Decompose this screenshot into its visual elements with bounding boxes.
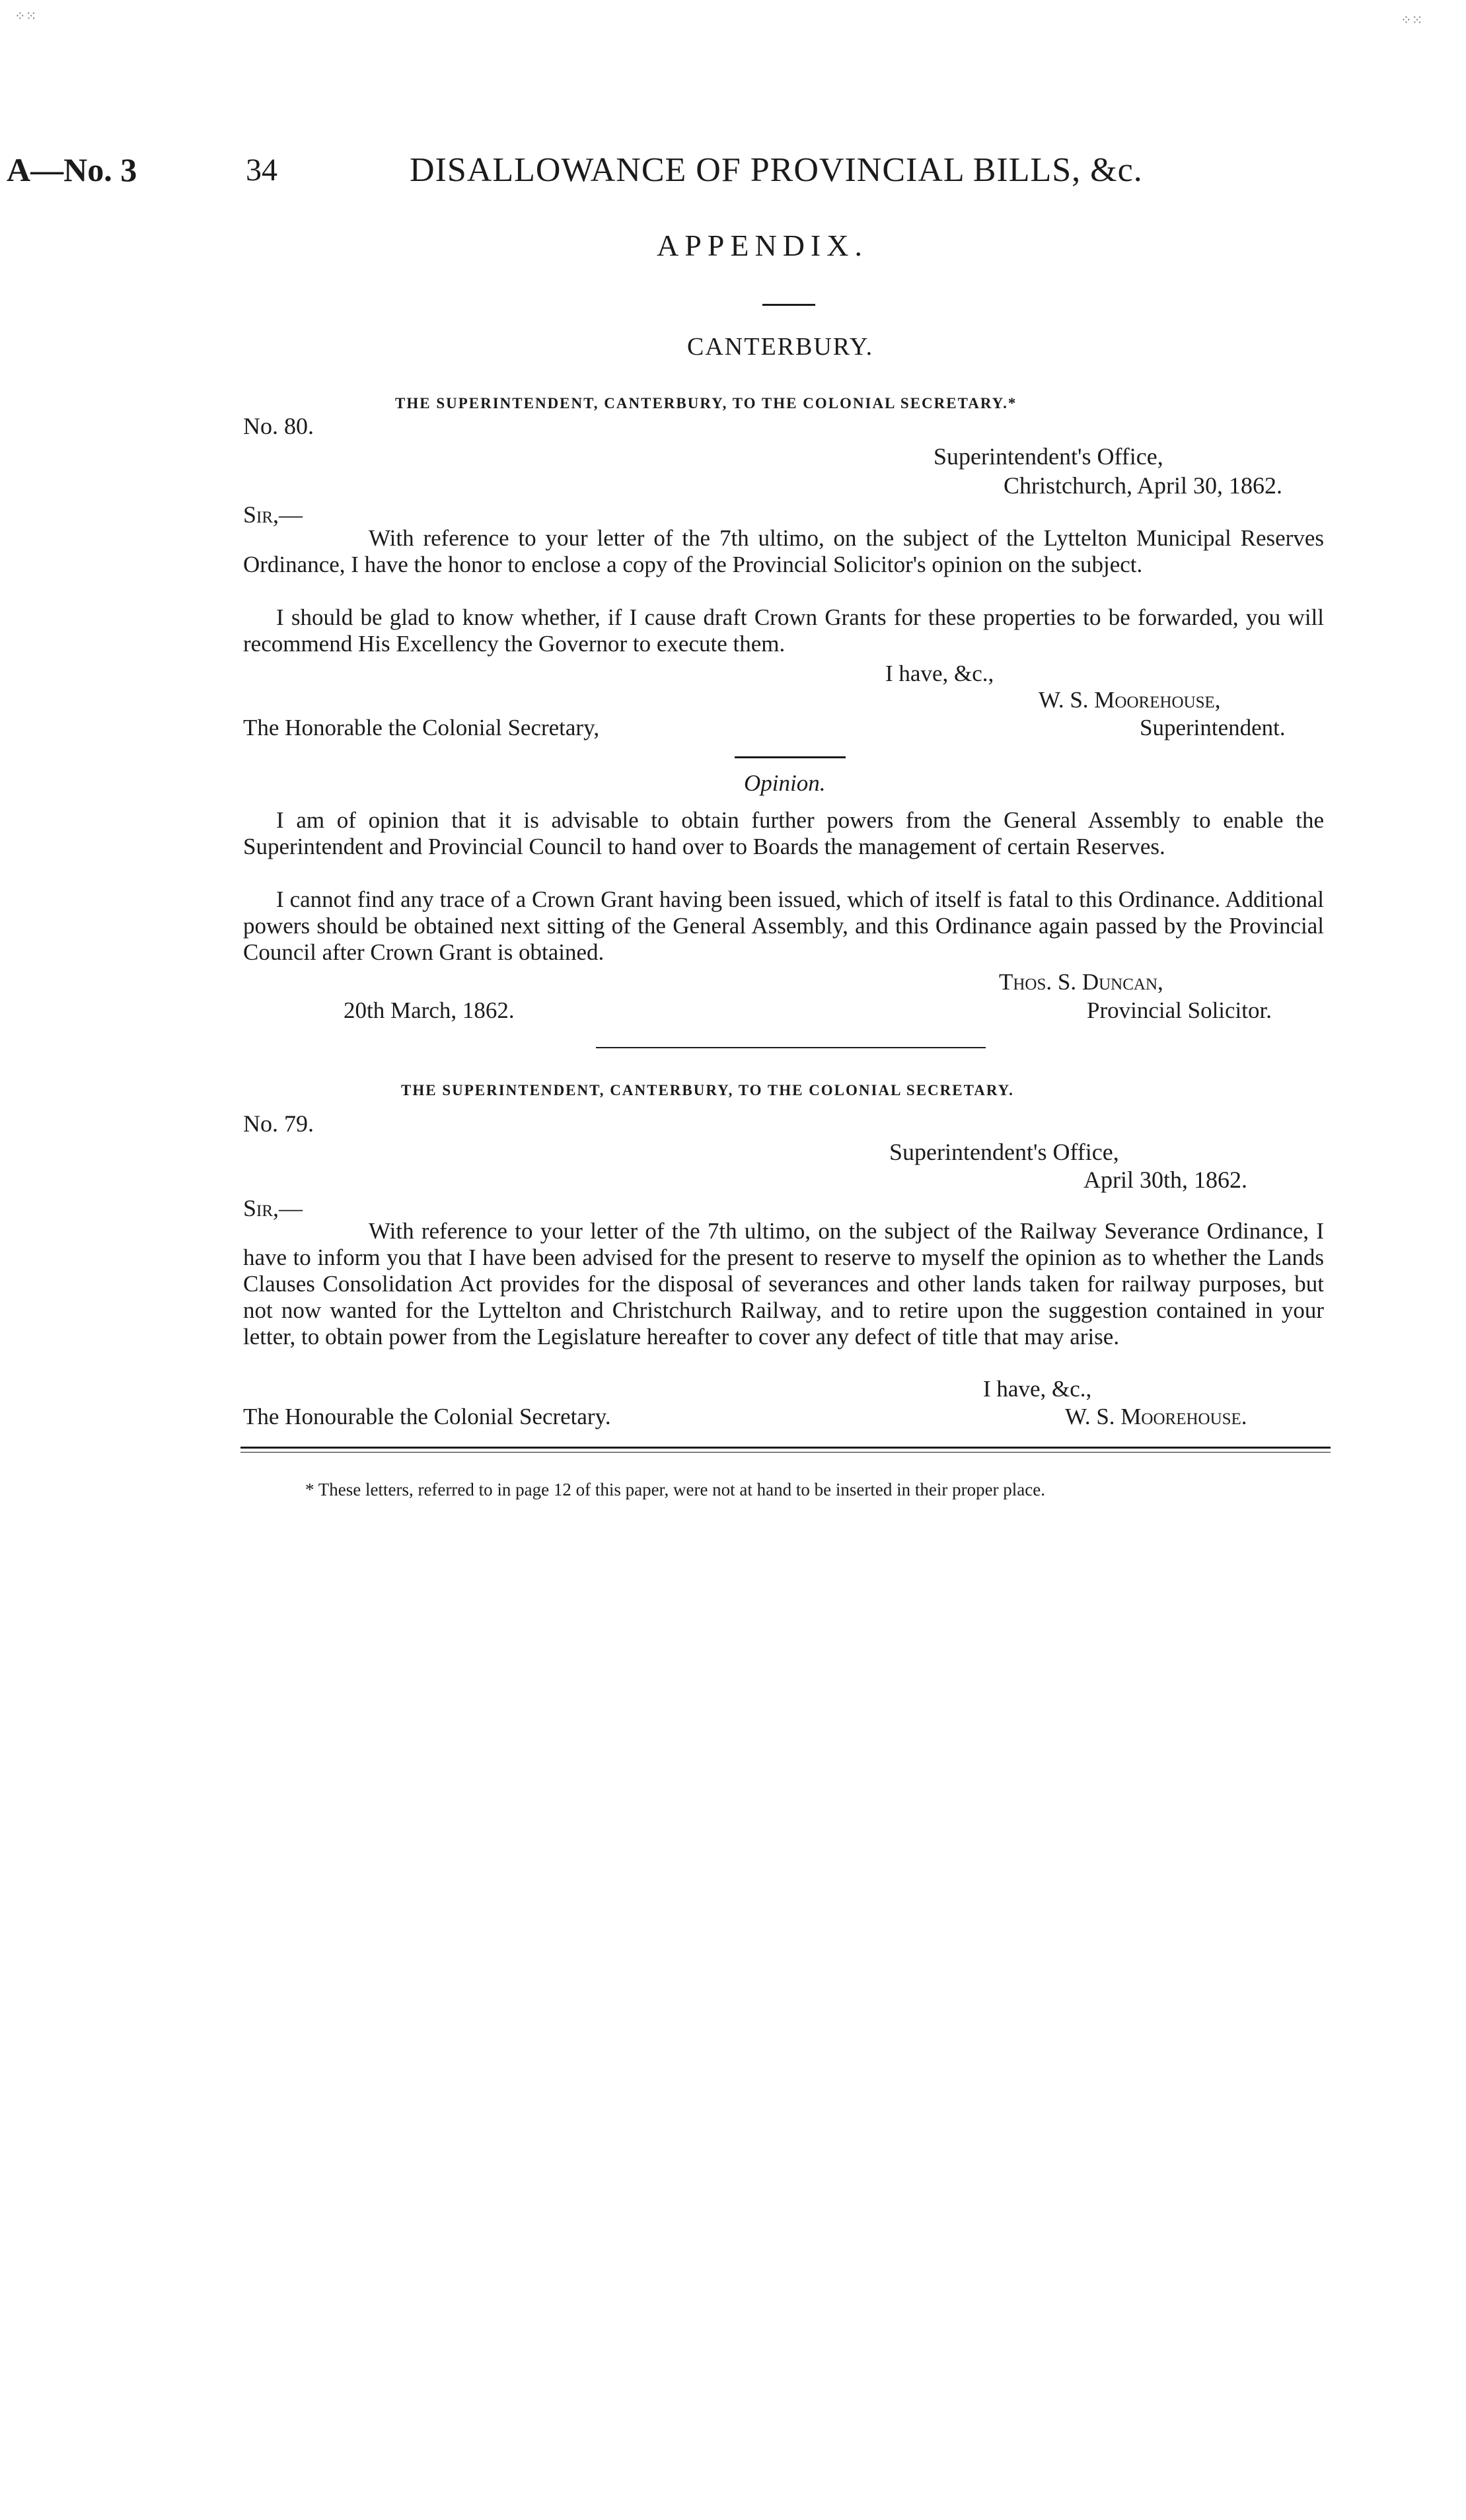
letter1-closing: I have, &c., — [885, 661, 994, 686]
running-title: DISALLOWANCE OF PROVINCIAL BILLS, &c. — [410, 151, 1143, 189]
letter2-closing: I have, &c., — [983, 1376, 1092, 1402]
letter1-number: No. 80. — [243, 413, 314, 439]
letter1-heading: THE SUPERINTENDENT, CANTERBURY, TO THE COLONIAL SECRETARY.* — [395, 395, 1017, 412]
letter1-signature: W. S. Moorehouse, — [1039, 687, 1221, 713]
opinion-paragraph-2: I cannot find any trace of a Crown Grant having been issued, which of itself is fatal to this Ordinance. Additional powers should be obtained next sitting of the General Assembly, and this Ordinance again passed by the Provincial Council after Crown Grant is obtained. — [243, 886, 1324, 965]
province-heading: CANTERBURY. — [687, 333, 874, 361]
scan-speck: ⁘⁙ — [1401, 13, 1423, 28]
page-number: 34 — [246, 153, 277, 188]
footnote-rule-top — [240, 1447, 1331, 1449]
short-divider — [762, 304, 815, 306]
footnote-rule-bottom — [240, 1452, 1331, 1453]
letter2-salutation: Sir,— — [243, 1195, 303, 1221]
opinion-paragraph-1: I am of opinion that it is advisable to obtain further powers from the General Assembly to enable the Superintendent and Provincial Council to hand over to Boards the management of certain Reserves. — [243, 807, 1324, 859]
letter2-address-line2: April 30th, 1862. — [1083, 1167, 1247, 1193]
appendix-title: APPENDIX. — [657, 229, 868, 262]
letter1-addressee: The Honorable the Colonial Secretary, — [243, 715, 600, 740]
letter2-paragraph-1: With reference to your letter of the 7th ultimo, on the subject of the Railway Severance Ordinance, I have to inform you that I have been advised for the present to reserve to myself the opinion as to whether the Lands Clauses Consolidation Act provides for the disposal of severances and other lands taken for railway purposes, but not now wanted for the Lyttelton and Christchurch Railway, and to retire upon the suggestion contained in your letter, to obtain power from the Legislature hereafter to cover any defect of title that may arise. — [243, 1218, 1324, 1350]
opinion-signature: Thos. S. Duncan, — [999, 969, 1163, 995]
letter2-addressee: The Honourable the Colonial Secretary. — [243, 1404, 611, 1429]
letter2-signature: W. S. Moorehouse. — [1065, 1404, 1247, 1429]
letter1-paragraph-1: With reference to your letter of the 7th ultimo, on the subject of the Lyttelton Municipal Reserves Ordinance, I have the honor to enclose a copy of the Provincial Solicitor's opinion on the subject. — [243, 525, 1324, 577]
letter1-address-line2: Christchurch, April 30, 1862. — [1004, 472, 1282, 499]
letter2-address-line1: Superintendent's Office, — [889, 1139, 1119, 1165]
paper-reference: A—No. 3 — [7, 151, 137, 188]
letter1-address-line1: Superintendent's Office, — [934, 443, 1163, 470]
opinion-sign-title: Provincial Solicitor. — [1087, 997, 1272, 1023]
letter1-sign-title: Superintendent. — [1140, 715, 1286, 740]
letter2-heading: THE SUPERINTENDENT, CANTERBURY, TO THE COLONIAL SECRETARY. — [401, 1082, 1014, 1098]
opinion-heading: Opinion. — [744, 770, 826, 796]
scan-speck: ⁘⁙ — [15, 9, 37, 24]
letter2-number: No. 79. — [243, 1110, 314, 1137]
opinion-divider — [735, 756, 846, 758]
section-divider — [596, 1047, 986, 1048]
footnote: * These letters, referred to in page 12 of this paper, were not at hand to be inserted in their proper place. — [305, 1480, 1045, 1499]
opinion-date: 20th March, 1862. — [344, 997, 515, 1023]
letter1-salutation: Sir,— — [243, 501, 303, 528]
letter1-paragraph-2: I should be glad to know whether, if I cause draft Crown Grants for these properties to be forwarded, you will recommend His Excellency the Governor to execute them. — [243, 604, 1324, 657]
